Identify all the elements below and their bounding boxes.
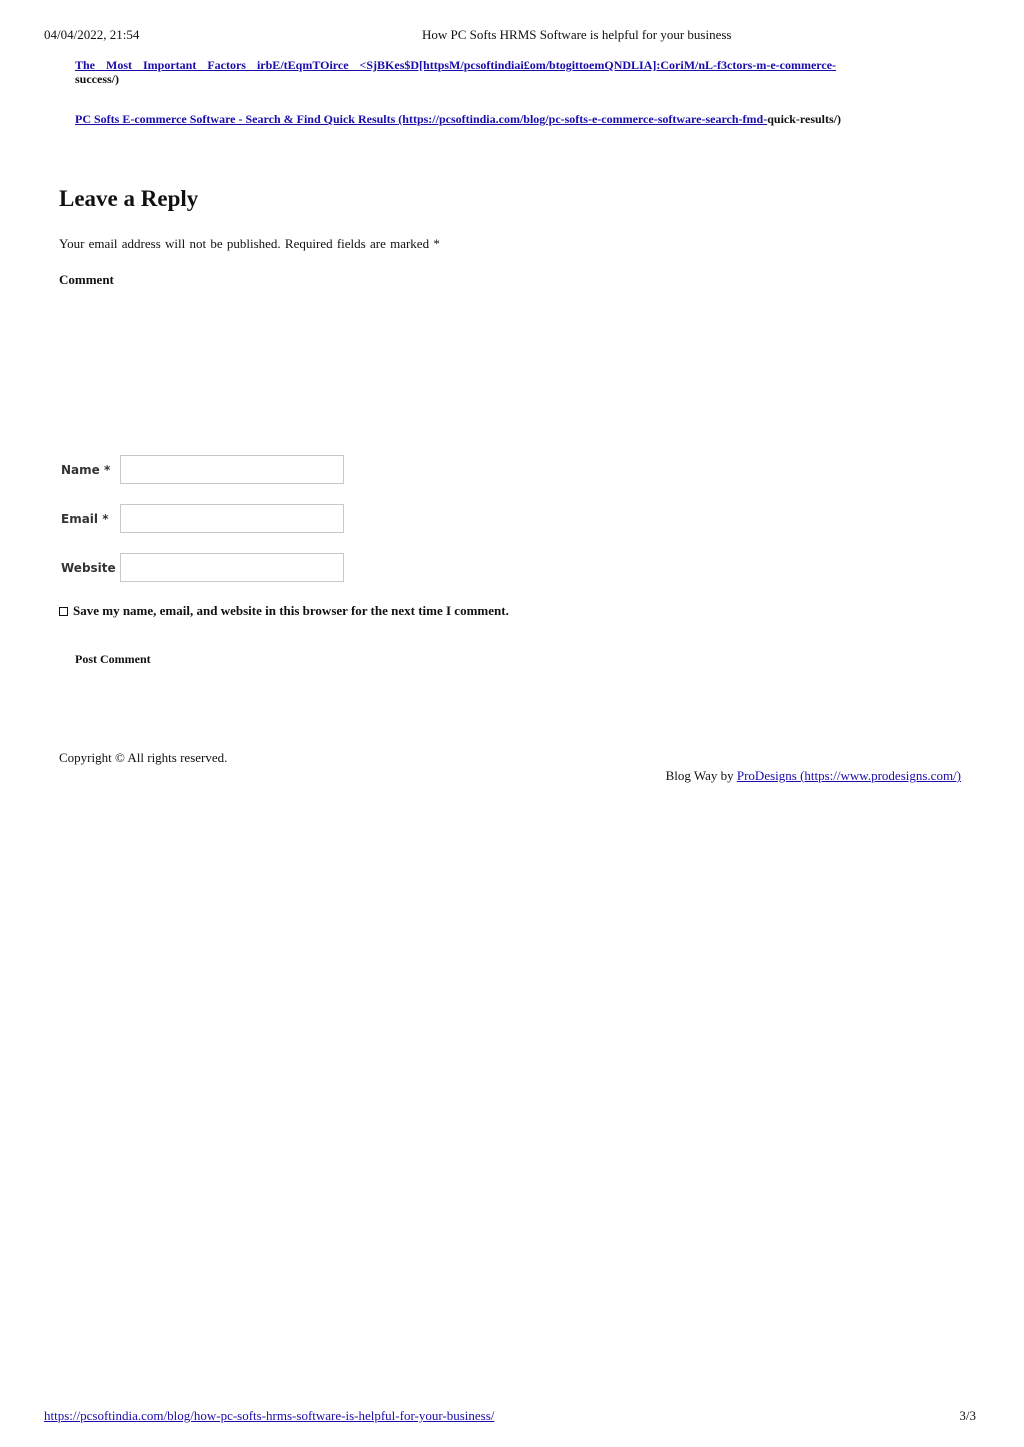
email-input[interactable] xyxy=(120,504,344,533)
name-input[interactable] xyxy=(120,455,344,484)
reply-note: Your email address will not be published. Required fields are marked * xyxy=(59,236,440,251)
website-input[interactable] xyxy=(120,553,344,582)
related-post-1-tail: success/) xyxy=(75,72,119,86)
related-post-2-link[interactable]: PC Softs E-commerce Software - Search & Find Quick Results (https://pcsoftindia.com/blog/pc-softs-e-commerce-software-search-fmd- xyxy=(75,112,768,126)
checkbox-icon[interactable] xyxy=(59,607,68,616)
related-post-2 xyxy=(75,112,841,126)
print-page-title: How PC Softs HRMS Software is helpful for your business xyxy=(422,27,732,42)
save-info-row xyxy=(59,603,509,619)
website-label: Website xyxy=(61,561,116,575)
prodesigns-link[interactable]: ProDesigns (https://www.prodesigns.com/) xyxy=(736,768,961,783)
related-post-1 xyxy=(75,58,905,86)
comment-label: Comment xyxy=(59,272,114,287)
email-label: Email * xyxy=(61,512,109,526)
credits-prefix: Blog Way by xyxy=(665,768,734,783)
page-number: 3/3 xyxy=(959,1408,976,1423)
print-page-url[interactable]: https://pcsoftindia.com/blog/how-pc-softs-hrms-software-is-helpful-for-your-business/ xyxy=(44,1408,495,1423)
theme-credits xyxy=(666,768,961,784)
name-label: Name * xyxy=(61,463,111,477)
post-comment-button[interactable]: Post Comment xyxy=(75,652,151,666)
reply-title: Leave a Reply xyxy=(59,186,199,211)
print-datetime: 04/04/2022, 21:54 xyxy=(44,27,140,42)
related-post-1-link[interactable]: The Most Important Factors irbE/tEqmTOirce <SjBKes$D[httpsM/pcsoftindiai£om/btogittoemQNDLIA]:CoriM/nL-f3ctors-m-e-commerce- xyxy=(75,58,837,72)
save-info-label: Save my name, email, and website in this browser for the next time I comment. xyxy=(73,603,509,618)
copyright-text: Copyright © All rights reserved. xyxy=(59,750,228,765)
related-post-2-tail: quick-results/) xyxy=(767,112,842,126)
